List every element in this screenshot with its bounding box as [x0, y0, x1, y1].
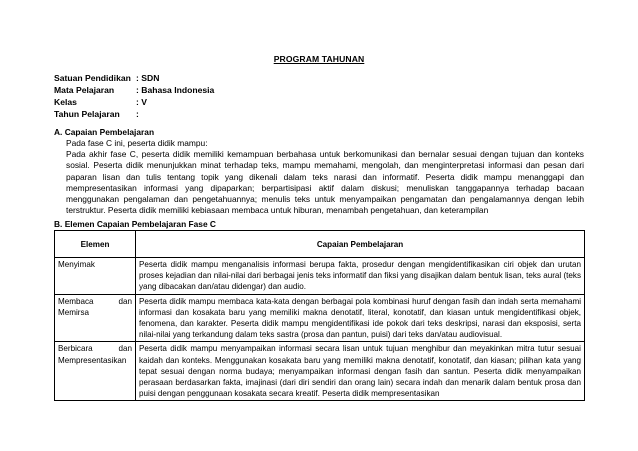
section-b-heading: B. Elemen Capaian Pembelajaran Fase C [54, 219, 216, 229]
capaian-cell: Peserta didik mampu membaca kata-kata dengan berbagai pola kombinasi huruf dengan fasih dan indah serta memahami informasi dan kosakata baru yang memiliki makna denotatif, literal, konotatif, dan kiasan untuk mengidentifikasi objek, fenomena, dan karakter. Peserta didik mampu mengidentifikasi ide pokok dari teks deskripsi, narasi dan eksposisi, serta nilai-nilai yang terkandung dalam teks sastra (prosa dan pantun, puisi) dari teks dan/atau audiovisual. [136, 294, 585, 342]
capaian-table [54, 230, 585, 401]
meta-row [54, 108, 214, 120]
elemen-word: Berbicara [58, 344, 93, 354]
elemen-cell [55, 342, 136, 401]
capaian-cell: Peserta didik mampu menganalisis informasi berupa fakta, prosedur dengan mengidentifikasikan ciri objek dan urutan proses kejadian dan nilai-nilai dari berbagai jenis teks informatif dan fiksi yang disajikan dalam bentuk lisan, teks aural (teks yang dibacakan dan/atau didengar) dan audio. [136, 258, 585, 295]
elemen-cell [55, 294, 136, 342]
meta-row [54, 96, 214, 108]
elemen-word: dan [118, 296, 132, 306]
section-a-paragraph: Pada akhir fase C, peserta didik memiliki kemampuan berbahasa untuk berkomunikasi dan bernalar sesuai dengan tujuan dan konteks sosial. Peserta didik menunjukkan minat terhadap teks, mampu memahami, mengolah, dan menginterpretasi informasi dan pesan dari paparan lisan dan tulis tentang topik yang dikenali dalam teks narasi dan informatif. Peserta didik mampu menanggapi dan mempresentasikan informasi yang dipaparkan; berpartisipasi aktif dalam diskusi; menuliskan tanggapannya terhadap bacaan menggunakan pengalaman dan pengetahuannya; menulis teks untuk menyampaikan pengamatan dan pengalamannya dengan lebih terstruktur. Peserta didik memiliki kebiasaan membaca untuk hiburan, menambah pengetahuan, dan keterampilan [66, 149, 584, 216]
meta-row [54, 72, 214, 84]
table-row [55, 258, 585, 295]
elemen-word: Menyimak [58, 260, 95, 269]
section-a [54, 127, 584, 216]
section-a-body [54, 138, 584, 216]
elemen-word: Membaca [58, 296, 94, 306]
table-row [55, 342, 585, 401]
meta-value: : V [136, 97, 147, 107]
meta-value: : [136, 109, 139, 119]
meta-value: : SDN [136, 73, 160, 83]
elemen-word: Mempresentasikan [58, 355, 127, 365]
meta-key: Kelas [54, 97, 77, 107]
section-a-heading: A. Capaian Pembelajaran [54, 127, 155, 137]
elemen-word: Memirsa [58, 307, 90, 317]
document-title: PROGRAM TAHUNAN [273, 54, 365, 64]
elemen-name [58, 259, 132, 270]
table-header-row [55, 231, 585, 258]
meta-value: : Bahasa Indonesia [136, 85, 215, 95]
elemen-name [58, 343, 132, 354]
section-a-intro: Pada fase C ini, peserta didik mampu: [66, 138, 208, 148]
elemen-name [58, 296, 132, 307]
column-header-capaian: Capaian Pembelajaran [136, 231, 585, 258]
meta-row [54, 84, 214, 96]
elemen-cell [55, 258, 136, 295]
capaian-cell: Peserta didik mampu menyampaikan informasi secara lisan untuk tujuan menghibur dan meyakinkan mitra tutur sesuai kaidah dan konteks. Menggunakan kosakata baru yang memiliki makna denotatif, konotatif, dan kiasan; pilihan kata yang tepat sesuai dengan norma budaya; menyampaikan informasi dengan fasih dan santun. Peserta didik menyampaikan perasaan berdasarkan fakta, imajinasi (dari diri sendiri dan orang lain) secara indah dan menarik dalam bentuk prosa dan puisi dengan penggunaan kosakata secara kreatif. Peserta didik mempresentasikan [136, 342, 585, 401]
meta-key: Tahun Pelajaran [54, 109, 120, 119]
column-header-elemen: Elemen [55, 231, 136, 258]
table-row [55, 294, 585, 342]
elemen-word: dan [118, 344, 132, 354]
meta-key: Satuan Pendidikan [54, 73, 131, 83]
meta-key: Mata Pelajaran [54, 85, 115, 95]
document-meta [54, 72, 214, 120]
